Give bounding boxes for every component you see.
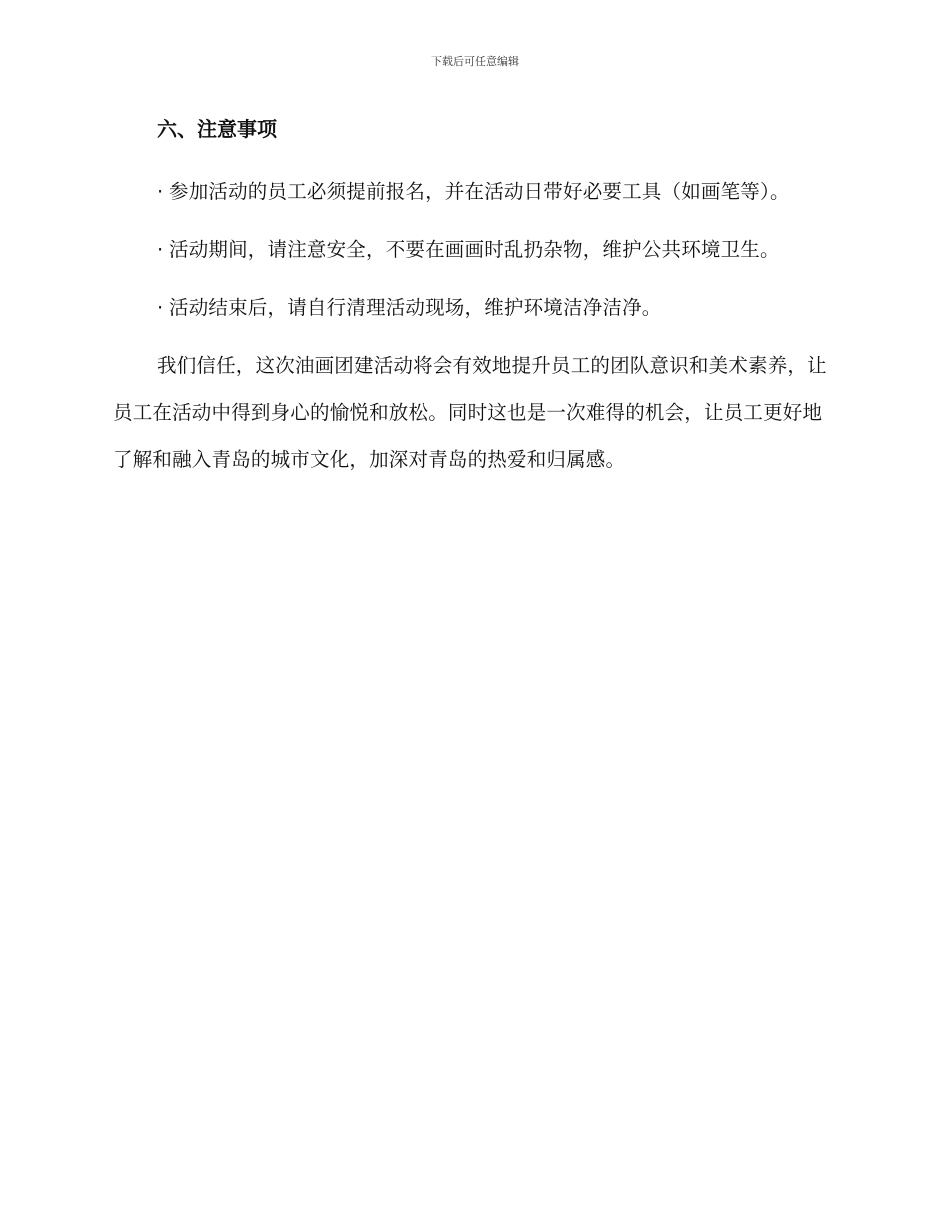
bullet-marker: · xyxy=(157,296,164,319)
header-note: 下载后可任意编辑 xyxy=(431,55,519,68)
bullet-text: 活动期间，请注意安全，不要在画画时乱扔杂物，维护公共环境卫生。 xyxy=(169,238,780,261)
bullet-item xyxy=(113,284,833,331)
bullet-marker: · xyxy=(157,238,164,261)
bullet-marker: · xyxy=(157,180,164,203)
document-body xyxy=(113,112,833,494)
bullet-text: 参加活动的员工必须提前报名，并在活动日带好必要工具（如画笔等）。 xyxy=(169,180,790,203)
bullet-item xyxy=(113,168,833,215)
closing-paragraph: 我们信任，这次油画团建活动将会有效地提升员工的团队意识和美术素养，让员工在活动中得到身心的愉悦和放松。同时这也是一次难得的机会，让员工更好地了解和融入青岛的城市文化，加深对青岛的热爱和归属感。 xyxy=(113,354,827,471)
bullet-item xyxy=(113,226,833,273)
section-title: 六、注意事项 xyxy=(157,117,277,141)
bullet-text: 活动结束后，请自行清理活动现场，维护环境洁净洁净。 xyxy=(169,296,662,319)
